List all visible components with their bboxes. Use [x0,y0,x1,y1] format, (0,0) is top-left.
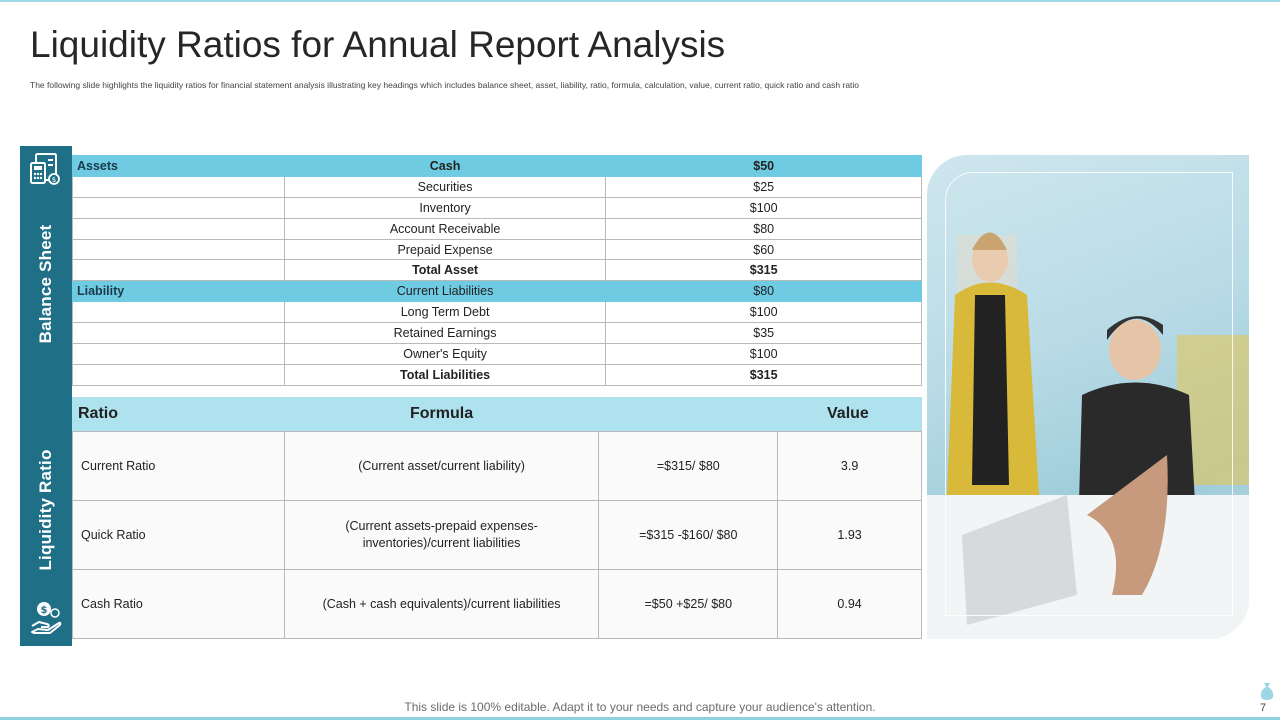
table-row [73,364,922,385]
item-cell: Owner's Equity [284,344,606,365]
section-label [73,364,285,385]
value-cell: $100 [606,344,922,365]
item-cell: Long Term Debt [284,302,606,323]
section-label [73,344,285,365]
top-accent-line [0,0,1280,2]
value-cell: $80 [606,281,922,302]
calculation-cell: =$50 +$25/ $80 [599,570,778,639]
item-cell: Account Receivable [284,218,606,239]
value-cell: $35 [606,323,922,344]
table-row [73,570,922,639]
calculator-document-icon [30,152,62,186]
value-cell: $50 [606,156,922,177]
ratio-value-cell: 0.94 [778,570,922,639]
ratio-name-cell: Current Ratio [73,432,285,501]
section-label [73,218,285,239]
value-cell: $100 [606,197,922,218]
item-cell: Prepaid Expense [284,239,606,260]
value-cell: $315 [606,260,922,281]
item-cell: Cash [284,156,606,177]
liquidity-ratio-label: Liquidity Ratio [36,449,55,571]
calculation-cell: =$315 -$160/ $80 [599,501,778,570]
balance-sheet-label: Balance Sheet [36,224,55,344]
value-cell: $315 [606,364,922,385]
value-cell: $60 [606,239,922,260]
footer-note: This slide is 100% editable. Adapt it to your needs and capture your audience's attention. [404,700,876,714]
formula-cell: (Current asset/current liability) [284,432,599,501]
item-cell: Current Liabilities [284,281,606,302]
slide-title: Liquidity Ratios for Annual Report Analysis [30,24,726,65]
section-label: Assets [73,156,285,177]
money-hand-icon [30,600,62,634]
money-bag-icon [1259,681,1275,701]
ratio-value-cell: 1.93 [778,501,922,570]
section-label [73,239,285,260]
table-row [73,156,922,177]
svg-text:$: $ [40,605,48,616]
slide-subtitle: The following slide highlights the liquidity ratios for financial statement analysis illustrating key headings which includes balance sheet, asset, liability, ratio, formula, calculation, value, current ratio, quick ratio and cash ratio [30,80,860,90]
page-number: 7 [1260,702,1267,714]
photo-frame [945,172,1233,616]
ratio-table-header [72,397,922,431]
item-cell: Retained Earnings [284,323,606,344]
item-cell: Total Asset [284,260,606,281]
value-cell: $100 [606,302,922,323]
table-row [73,218,922,239]
table-row [73,323,922,344]
svg-text:$: $ [51,176,57,184]
section-label [73,197,285,218]
ratio-name-cell: Quick Ratio [73,501,285,570]
value-cell: $80 [606,218,922,239]
item-cell: Securities [284,176,606,197]
ratio-value-cell: 3.9 [778,432,922,501]
ratio-column-header: Ratio [78,405,118,422]
item-cell: Inventory [284,197,606,218]
formula-cell: (Cash + cash equivalents)/current liabilities [284,570,599,639]
ratio-name-cell: Cash Ratio [73,570,285,639]
section-label [73,260,285,281]
table-row [73,239,922,260]
section-label [73,323,285,344]
calculation-cell: =$315/ $80 [599,432,778,501]
table-row [73,260,922,281]
table-row [73,176,922,197]
sidebar [20,146,72,646]
balance-sheet-table [72,155,922,386]
value-cell: $25 [606,176,922,197]
section-label [73,302,285,323]
table-row [73,344,922,365]
table-row [73,197,922,218]
section-label [73,176,285,197]
table-row [73,281,922,302]
liquidity-ratio-table [72,431,922,639]
table-row [73,432,922,501]
formula-cell: (Current assets-prepaid expenses-inventories)/current liabilities [284,501,599,570]
table-row [73,302,922,323]
item-cell: Total Liabilities [284,364,606,385]
table-row [73,501,922,570]
section-label: Liability [73,281,285,302]
formula-column-header: Formula [410,405,474,422]
value-column-header: Value [827,405,869,422]
